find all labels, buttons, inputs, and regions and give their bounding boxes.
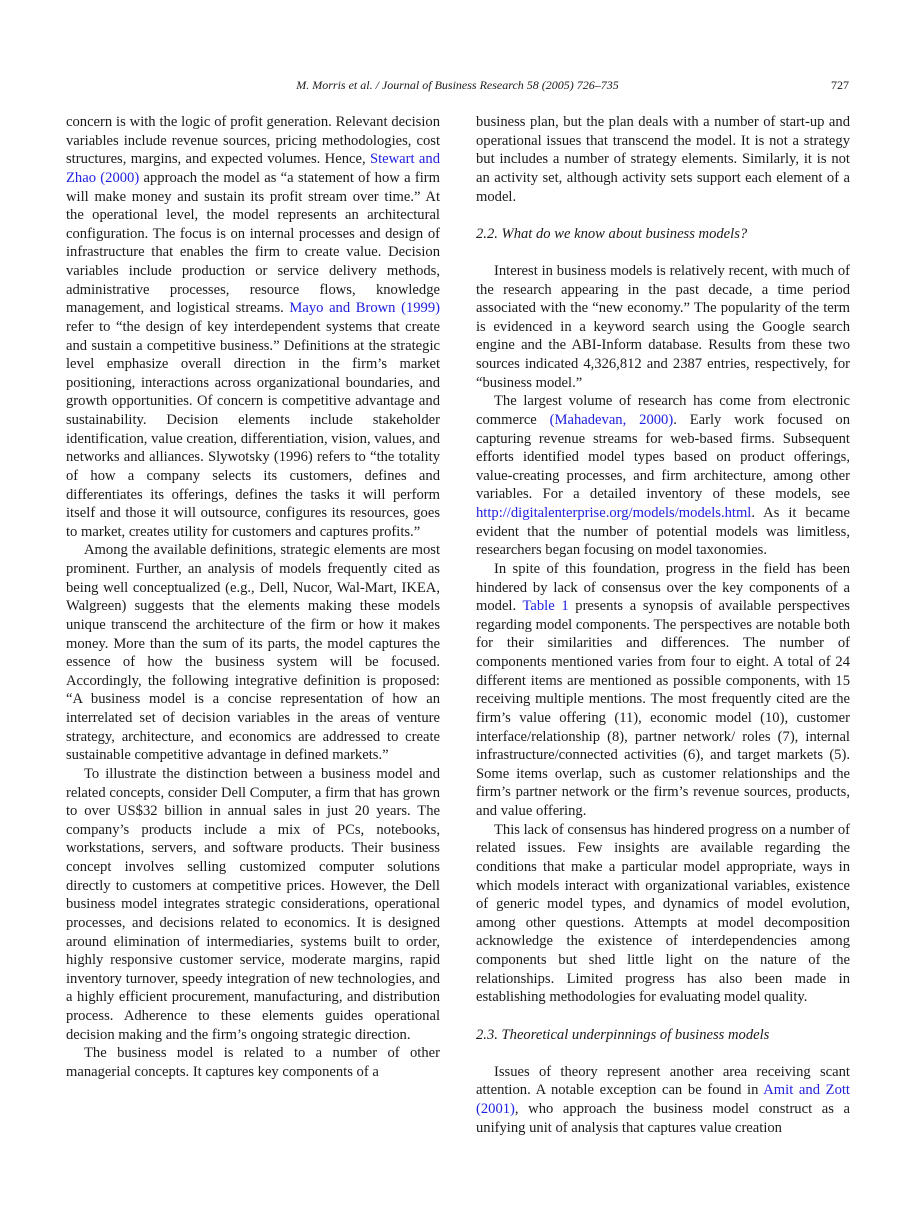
- section-heading-2-3: 2.3. Theoretical underpinnings of business models: [476, 1026, 770, 1043]
- text: . Early work focused on capturing revenue streams for web-based firms. Subsequent efforts identified model types based on product offerings, value-creating processes, and firm architecture, among other variables. For a detailed inventory of these models, see: [476, 411, 850, 503]
- text: concern is with the logic of profit generation. Relevant decision variables include revenue sources, pricing methodologies, cost structures, margins, and expected volumes. Hence,: [66, 114, 440, 168]
- paragraph: [476, 1063, 850, 1138]
- paragraph: [66, 113, 440, 541]
- text: presents a synopsis of available perspectives regarding model components. The perspectives are notable both for their similarities and differences. The number of components mentioned varies from four to eight. A total of 24 different items are mentioned as possible components, with 15 receiving multiple mentions. The most frequently cited are the firm’s value offering (11), economic model (10), customer interface/relationship (8), partner network/ roles (7), internal infrastructure/connected activities (6), and target markets (5). Some items overlap, such as customer relationships and the firm’s partner network or the firm’s revenue sources, products, and value offering.: [476, 598, 850, 820]
- text: The largest volume of research has come from electronic commerce: [476, 393, 850, 428]
- paragraph: Among the available definitions, strategic elements are most prominent. Further, an analysis of models frequently cited as being well conceptualized (e.g., Dell, Nucor, Wal-Mart, IKEA, Walgreen) suggests that the elements making these models unique transcend the architecture of the firm or how it makes money. More than the sum of its parts, the model captures the essence of how the business system will be focused. Accordingly, the following integrative definition is proposed: “A business model is a concise representation of how an interrelated set of decision variables in the areas of venture strategy, architecture, and economics are addressed to create sustainable competitive advantage in defined markets.”: [66, 542, 440, 764]
- url-link-digitalenterprise[interactable]: http://digitalenterprise.org/models/models.html: [476, 505, 752, 522]
- citation-link-amit-zott[interactable]: Amit and Zott (2001): [476, 1082, 850, 1117]
- paragraph: The business model is related to a number of other managerial concepts. It captures key components of a: [66, 1045, 440, 1080]
- text: approach the model as “a statement of how a firm will make money and sustain its profit stream over time.” At the operational level, the model represents an architectural configuration. The focus is on internal processes and design of infrastructure that enables the firm to create value. Decision variables include production or service delivery methods, administrative processes, resource flows, knowledge management, and logistical streams.: [66, 169, 440, 317]
- paragraph: [476, 560, 850, 821]
- left-column: [66, 113, 440, 1082]
- page-number: 727: [831, 78, 849, 92]
- paragraph: [476, 392, 850, 560]
- citation-link-mayo-brown[interactable]: Mayo and Brown (1999): [289, 300, 440, 317]
- paragraph: Interest in business models is relatively recent, with much of the research appearing in the past decade, a time period associated with the “new economy.” The popularity of the term is evidenced in a keyword search using the Google search engine and the ABI-Inform database. Results from these two sources indicated 4,326,812 and 2387 entries, respectively, for “business model.”: [476, 262, 850, 391]
- table-1-link[interactable]: Table 1: [522, 598, 569, 615]
- text: refer to “the design of key interdependent systems that create and sustain a competitive business.” Definitions at the strategic level emphasize overall direction in the firm’s market positioning, interactions across organizational boundaries, and growth opportunities. Of concern is competitive advantage and sustainability. Decision elements include stakeholder identification, value creation, differentiation, vision, values, and networks and alliances. Slywotsky (1996) refers to “the totality of how a company selects its customers, defines and differentiates its offerings, defines the tasks it will perform itself and those it will outsource, configures its resources, goes to market, creates utility for customers and captures profits.”: [66, 318, 440, 540]
- text: , who approach the business model construct as a unifying unit of analysis that captures value creation: [476, 1101, 850, 1136]
- text: . As it became evident that the number of potential models was limitless, researchers began focusing on model taxonomies.: [476, 505, 850, 559]
- journal-citation: M. Morris et al. / Journal of Business Research 58 (2005) 726–735: [296, 78, 619, 92]
- citation-link-stewart-zhao[interactable]: Stewart and Zhao (2000): [66, 151, 440, 186]
- text: In spite of this foundation, progress in the field has been hindered by lack of consensus over the key components of a model.: [476, 560, 850, 615]
- running-head: [66, 78, 849, 96]
- citation-link-mahadevan[interactable]: (Mahadevan, 2000): [549, 411, 674, 428]
- section-heading-2-2: 2.2. What do we know about business models?: [476, 225, 748, 242]
- paragraph: To illustrate the distinction between a business model and related concepts, consider Dell Computer, a firm that has grown to over US$32 billion in annual sales in just 20 years. The company’s products include a mix of PCs, notebooks, workstations, servers, and software products. Their business concept involves selling customized computer solutions directly to customers at competitive prices. However, the Dell business model integrates strategic considerations, operational processes, and decisions related to economics. It is designed around elimination of intermediaries, systems built to order, highly responsive customer service, moderate margins, rapid inventory turnover, speedy integration of new technologies, and a highly efficient procurement, manufacturing, and distribution process. Adherence to these elements guides operational decision making and the firm’s ongoing strategic direction.: [66, 765, 440, 1043]
- text: Issues of theory represent another area receiving scant attention. A notable exception can be found in: [476, 1063, 850, 1099]
- right-column: [476, 113, 850, 1137]
- paragraph: This lack of consensus has hindered progress on a number of related issues. Few insights are available regarding the conditions that make a particular model appropriate, ways in which models interact with organizational variables, existence of generic model types, and dynamics of model evolution, among other questions. Attempts at model decomposition acknowledge the existence of interdependencies among components but shed little light on the nature of the relationships. Limited progress has also been made in establishing methodologies for evaluating model quality.: [476, 821, 850, 1006]
- paragraph: business plan, but the plan deals with a number of start-up and operational issues that transcend the model. It is not a strategy but includes a number of strategy elements. Similarly, it is not an activity set, although activity sets support each element of a model.: [476, 114, 850, 205]
